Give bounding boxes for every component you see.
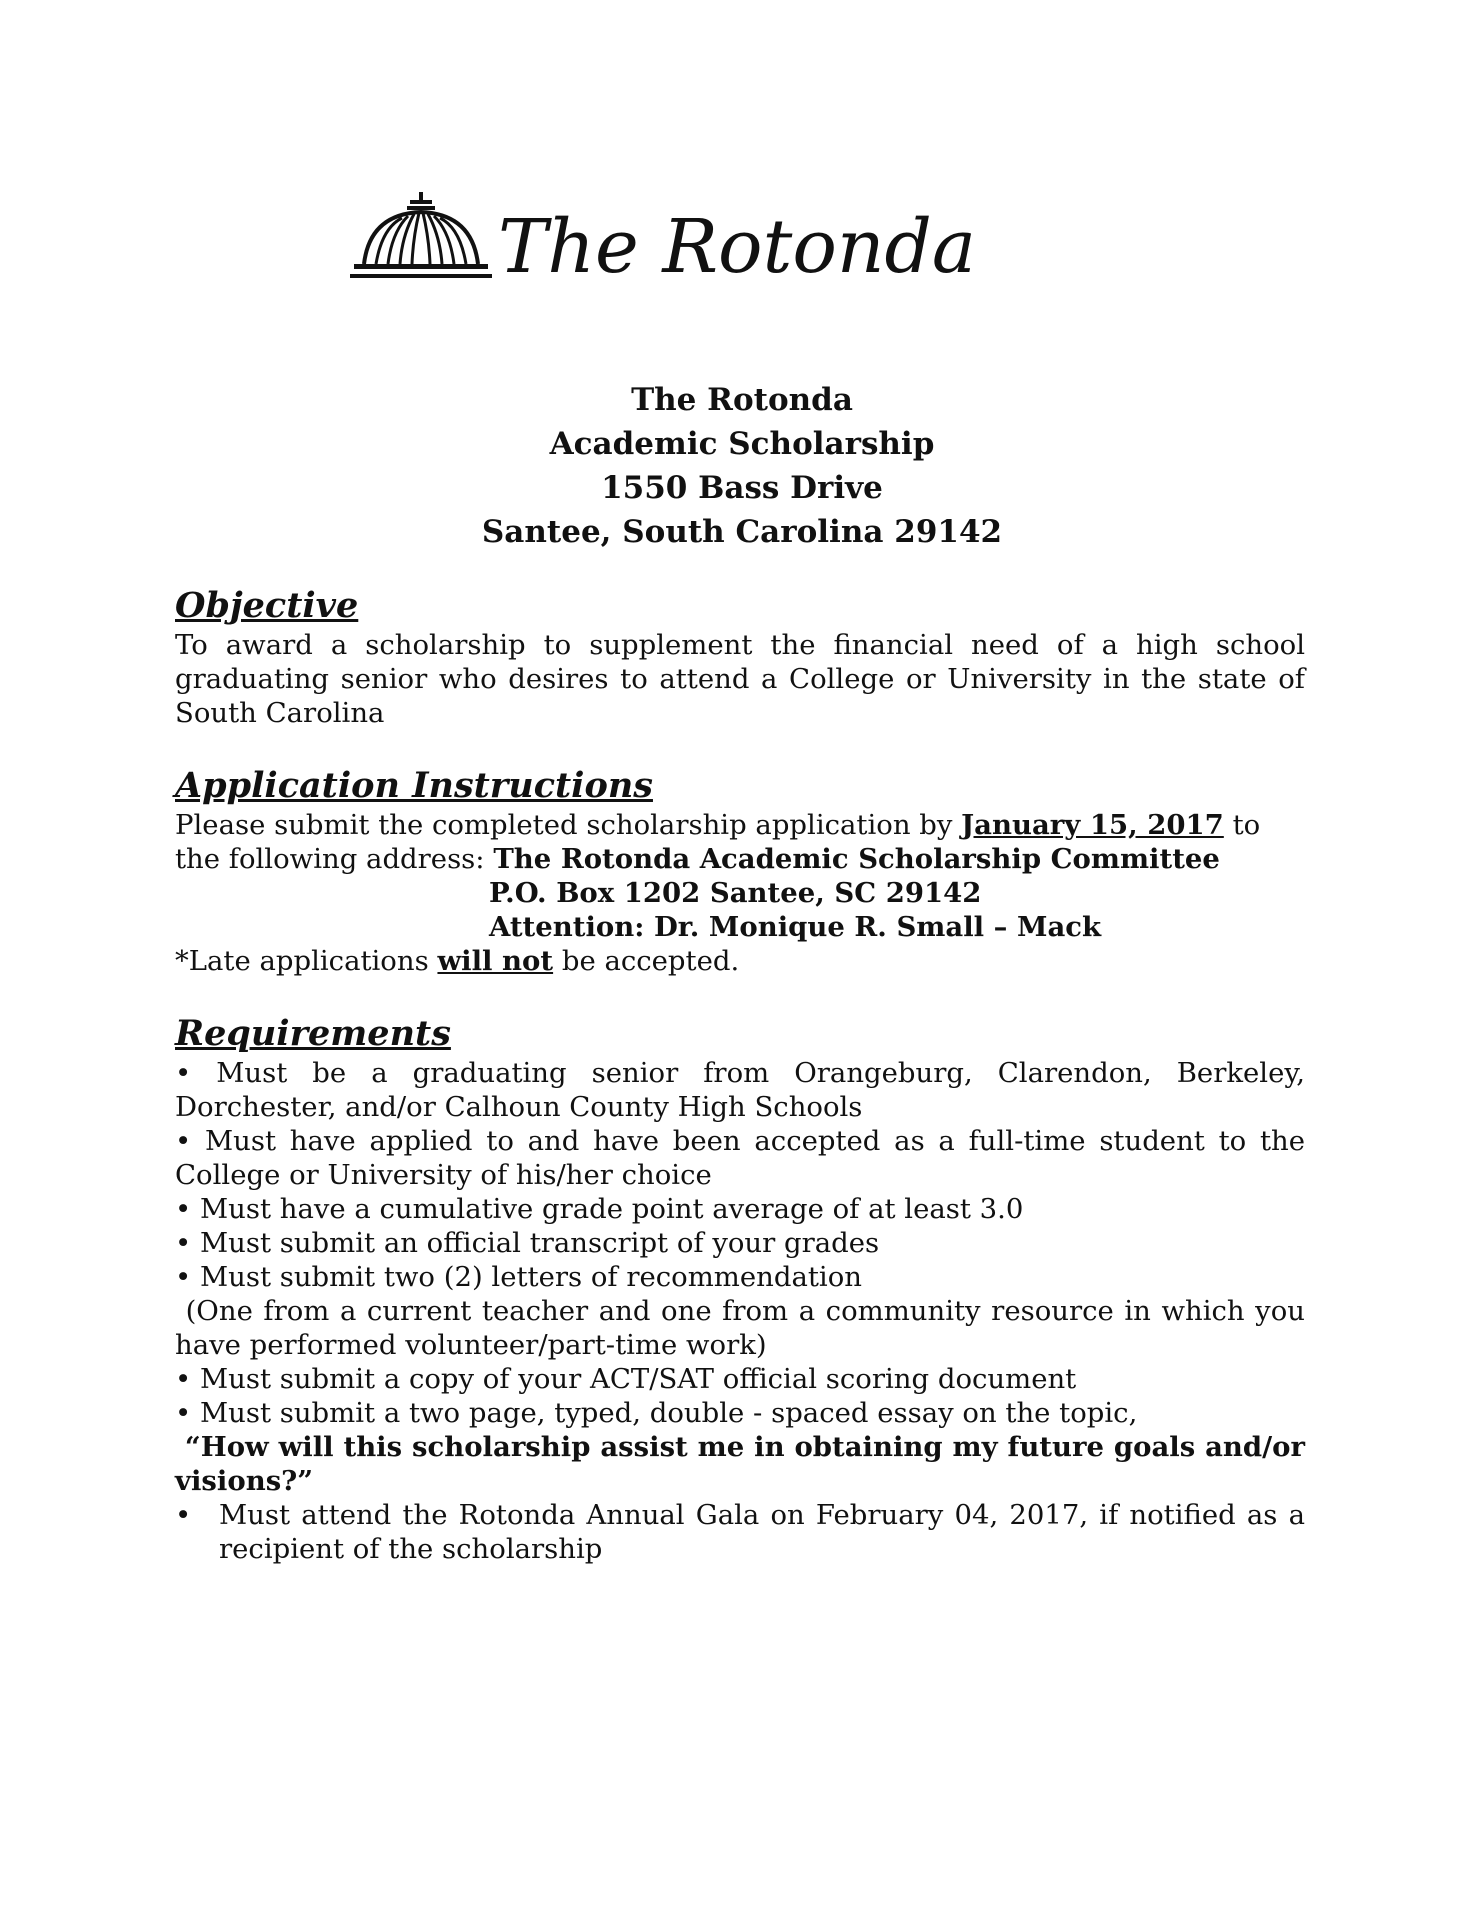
requirement-item: • Must submit a two page, typed, double - spaced essay on the topic, xyxy=(175,1397,1138,1429)
requirements-title: Requirements xyxy=(175,1013,451,1054)
instructions-intro: Please submit the completed scholarship application by xyxy=(175,809,953,841)
instructions-title: Application Instructions xyxy=(175,765,653,806)
instructions-section xyxy=(175,764,1305,978)
requirement-item: • Must submit a copy of your ACT/SAT official scoring document xyxy=(175,1363,1077,1395)
instructions-to: to xyxy=(1232,809,1261,841)
requirement-item: • Must submit an official transcript of your grades xyxy=(175,1227,880,1259)
late-suffix: be accepted. xyxy=(561,945,740,977)
gala-requirement-text: Must attend the Rotonda Annual Gala on February 04, 2017, if notified as a recipient of the scholarship xyxy=(219,1499,1305,1565)
late-applications-note xyxy=(175,944,1305,978)
rotonda-logo xyxy=(350,192,1050,292)
objective-section xyxy=(175,584,1305,730)
heading-city-state-zip: Santee, South Carolina 29142 xyxy=(481,514,1003,550)
objective-title: Objective xyxy=(175,585,359,626)
svg-text:The Rotonda: The Rotonda xyxy=(498,204,977,290)
letterhead-heading xyxy=(0,378,1484,554)
requirement-item: • Must have a cumulative grade point average of at least 3.0 xyxy=(175,1193,1024,1225)
requirements-section xyxy=(175,1012,1315,1566)
gala-requirement xyxy=(175,1498,1305,1566)
dome-icon xyxy=(350,192,1050,292)
essay-topic: “How will this scholarship assist me in obtaining my future goals and/or visions?” xyxy=(175,1431,1315,1497)
address-attention: Attention: Dr. Monique R. Small – Mack xyxy=(489,911,1102,943)
application-deadline: January 15, 2017 xyxy=(961,809,1224,841)
requirement-item: • Must be a graduating senior from Orangeburg, Clarendon, Berkeley, Dorchester, and/or Calhoun County High Schools xyxy=(175,1057,1305,1123)
address-po-box: P.O. Box 1202 Santee, SC 29142 xyxy=(489,877,982,909)
address-committee: The Rotonda Academic Scholarship Committee xyxy=(493,843,1220,875)
address-prefix: the following address: xyxy=(175,843,485,875)
objective-text: To award a scholarship to supplement the financial need of a high school graduating senior who desires to attend a College or University in the state of South Carolina xyxy=(175,629,1305,729)
bullet-icon: • xyxy=(175,1499,192,1531)
heading-program-name: Academic Scholarship xyxy=(549,426,935,462)
heading-street-address: 1550 Bass Drive xyxy=(601,470,883,506)
instructions-intro-line xyxy=(175,808,1305,842)
requirement-note: (One from a current teacher and one from a community resource in which you have performed volunteer/part-time work) xyxy=(175,1295,1314,1361)
requirement-item: • Must submit two (2) letters of recommendation xyxy=(175,1261,862,1293)
requirement-item: • Must have applied to and have been accepted as a full-time student to the College or University of his/her choice xyxy=(175,1125,1305,1191)
late-emphasis: will not xyxy=(437,945,554,977)
heading-org-name: The Rotonda xyxy=(631,382,853,418)
late-prefix: *Late applications xyxy=(175,945,429,977)
instructions-address-line xyxy=(175,842,1305,876)
